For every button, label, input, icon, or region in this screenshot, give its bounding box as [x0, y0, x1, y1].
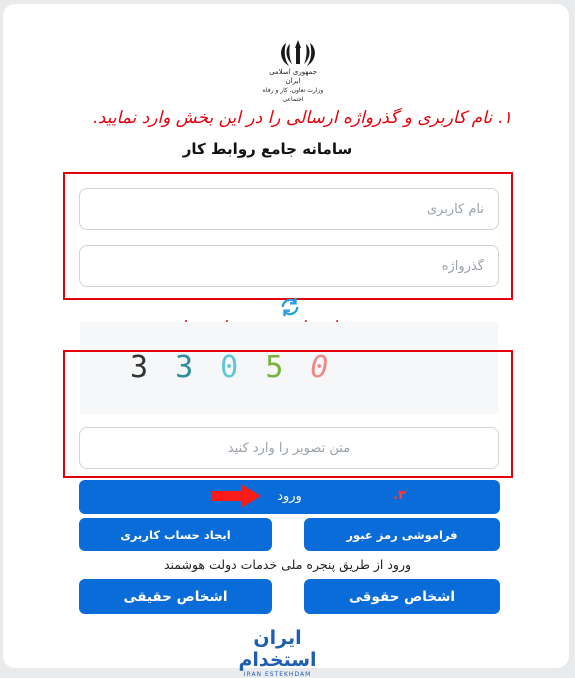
create-account-button[interactable]: ایجاد حساب کاربری — [79, 518, 272, 551]
annotation-step-1: ۱. نام کاربری و گذرواژه ارسالی را در این بخش وارد نمایید. — [92, 108, 512, 128]
captcha-digit-5: 0 — [310, 350, 356, 385]
forgot-password-button[interactable]: فراموشی رمز عبور — [304, 518, 500, 551]
captcha-input[interactable] — [79, 427, 499, 469]
logo-text: ایران استخدام — [238, 627, 317, 671]
captcha-digit-1: 3 — [130, 350, 176, 385]
legal-persons-button[interactable]: اشخاص حقوقی — [304, 579, 500, 614]
arrow-right-icon — [209, 483, 263, 509]
login-button-label: ورود — [277, 489, 302, 504]
refresh-captcha-icon[interactable] — [279, 296, 301, 318]
page-title — [0, 140, 575, 158]
iran-estekhdam-logo — [215, 627, 340, 678]
password-input[interactable] — [79, 245, 499, 287]
system-title-text: سامانه جامع روابط کار — [182, 140, 353, 158]
login-button[interactable] — [79, 480, 500, 514]
gov-login-text: ورود از طریق پنجره ملی خدمات دولت هوشمند — [163, 557, 412, 572]
captcha-digit-2: 3 — [175, 350, 221, 385]
emblem-caption — [262, 68, 324, 104]
real-persons-button[interactable]: اشخاص حقیقی — [79, 579, 272, 614]
captcha-digit-4: 5 — [265, 350, 311, 385]
emblem-line-1: جمهوری اسلامی ایران — [269, 68, 317, 85]
captcha-digit-3: 0 — [220, 350, 266, 385]
emblem-line-2: وزارت تعاون، کار و رفاه اجتماعی — [262, 87, 324, 103]
annotation-step-3-number: ۳. — [393, 488, 406, 503]
logo-subtext: IRAN ESTEKHDAM — [243, 671, 312, 678]
username-input[interactable] — [79, 188, 499, 230]
